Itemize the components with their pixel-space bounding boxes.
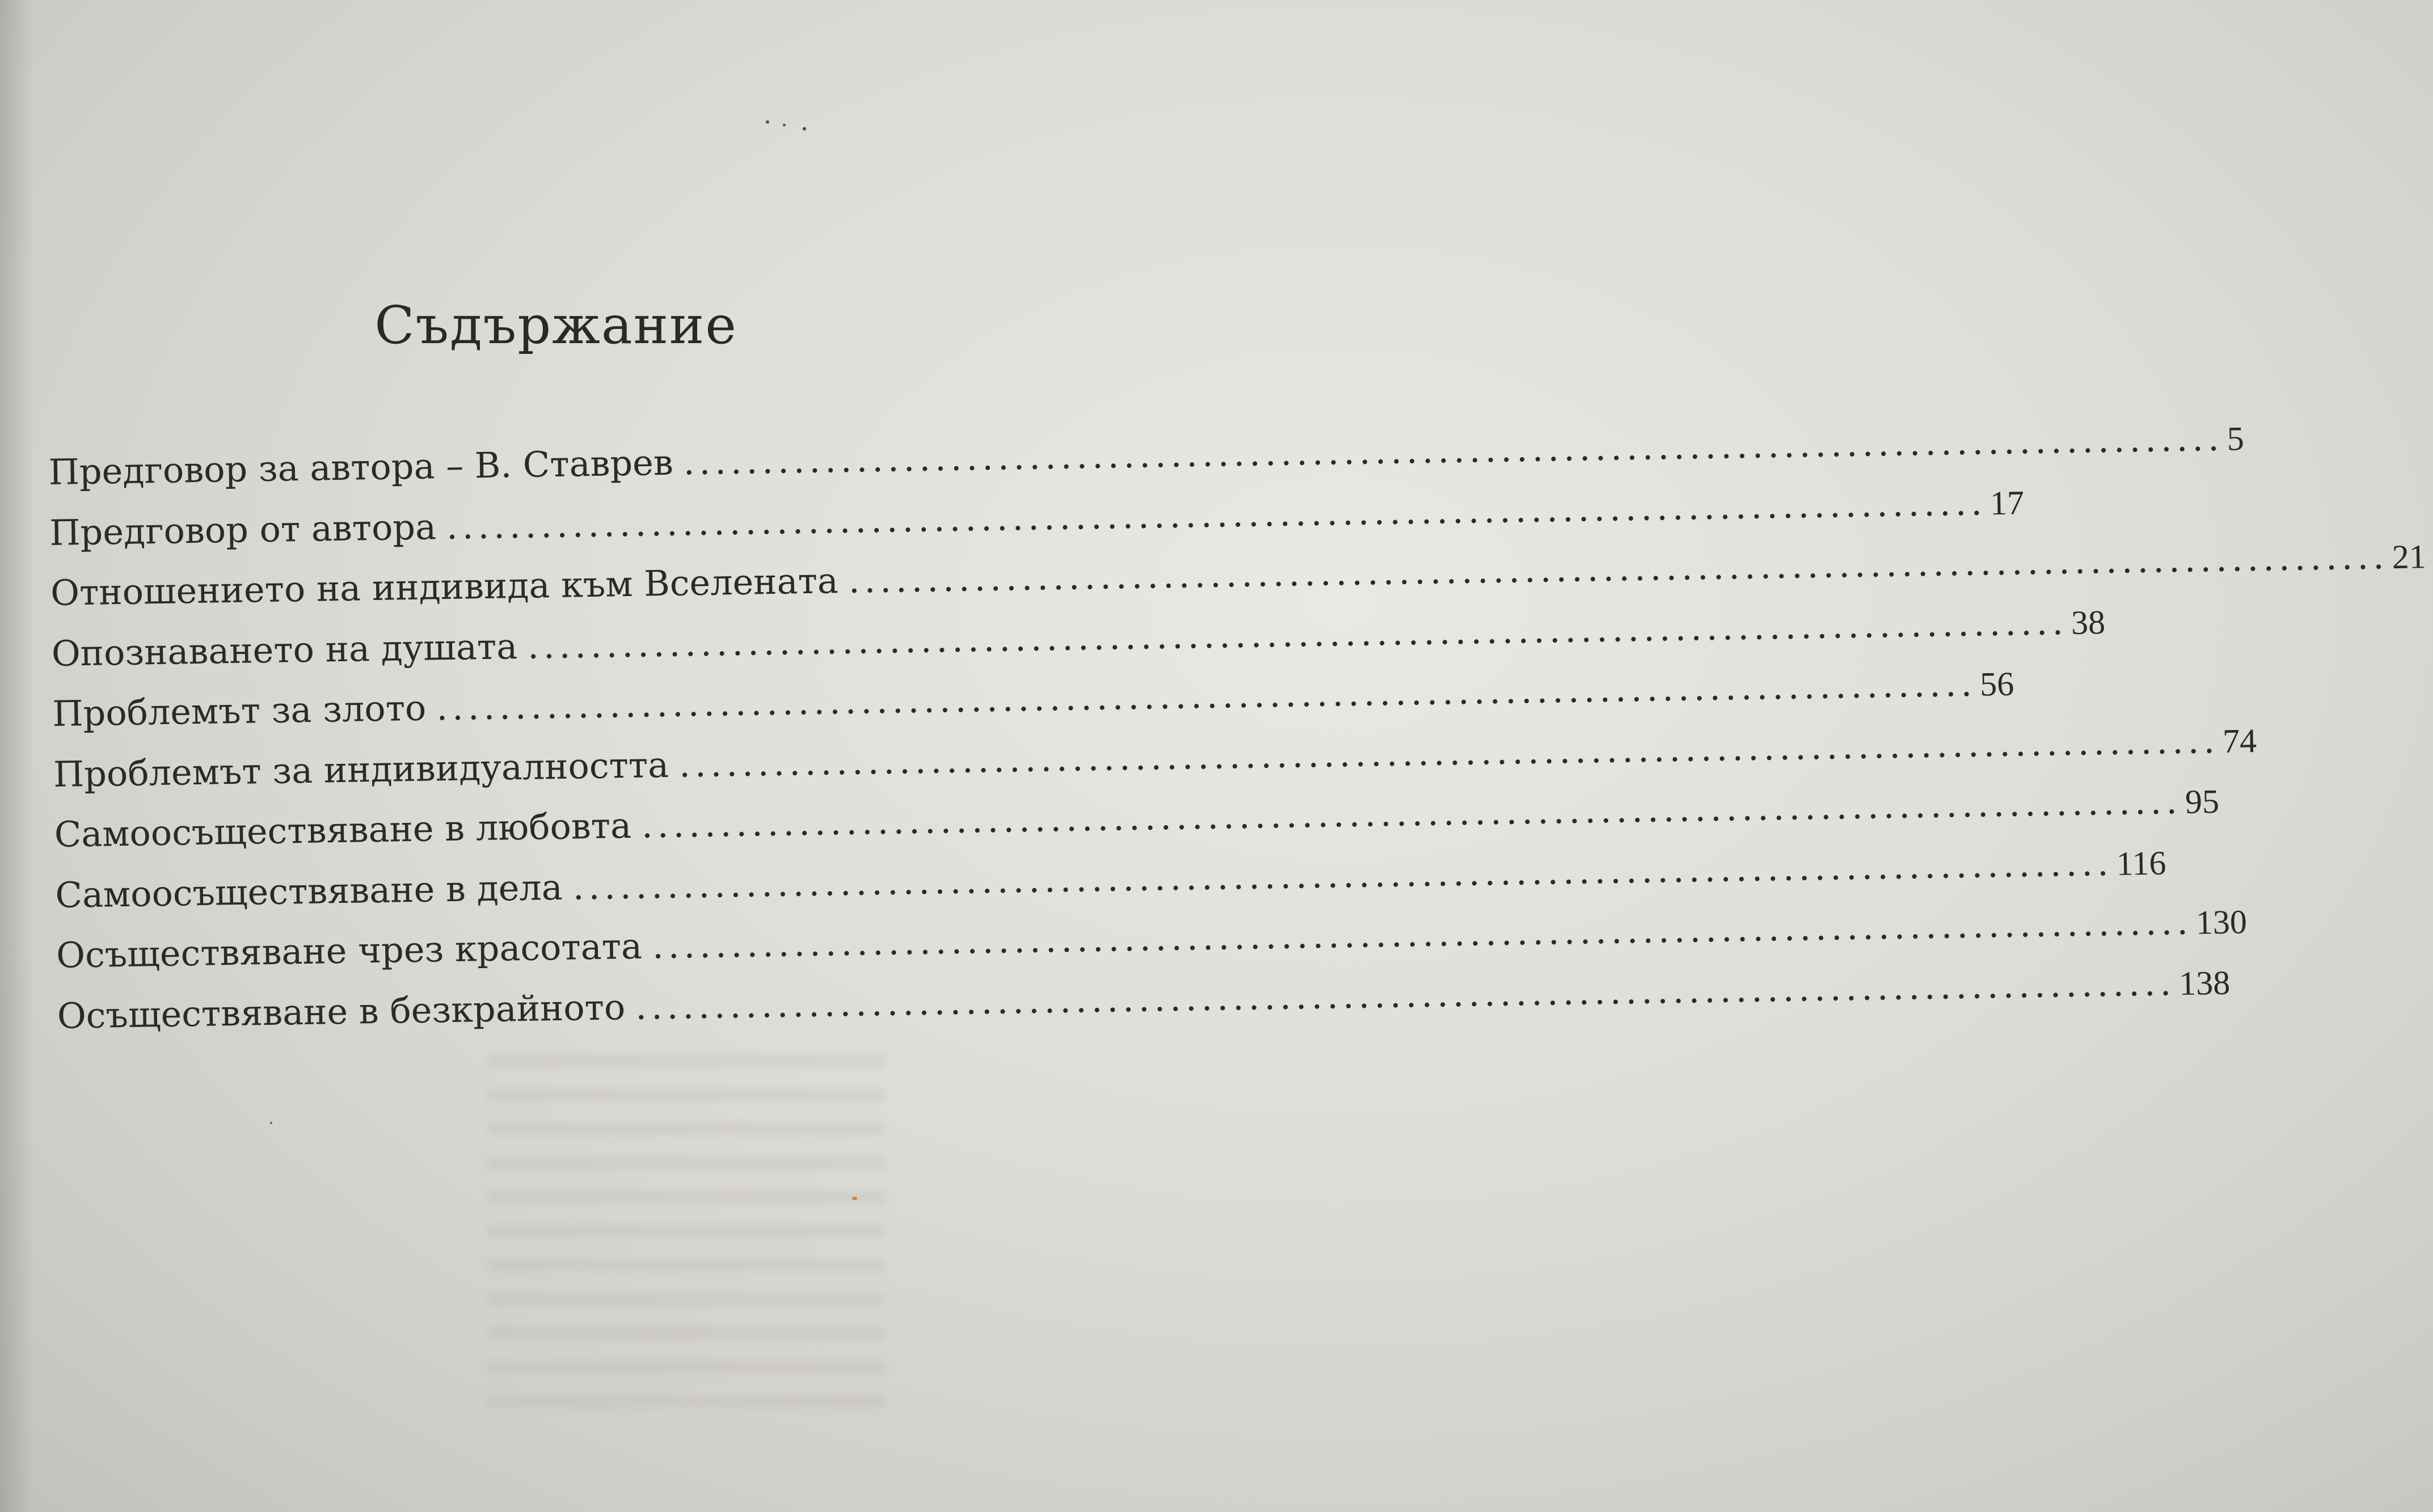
toc-leader-dots: ..................................................................................................: [436, 662, 1977, 729]
toc-leader-dots: ..................................................................................................: [635, 961, 2176, 1028]
show-through-text: [488, 1055, 885, 1429]
toc-leader-dots: ..................................................................................................: [446, 481, 1987, 547]
toc-leader-dots: ..................................................................................................: [678, 719, 2220, 785]
toc-entry-title: Проблемът за индивидуалността: [53, 744, 669, 795]
ink-speck: [270, 1122, 272, 1124]
table-of-contents: [48, 417, 2427, 1046]
toc-entry-page: 74: [2222, 721, 2257, 760]
toc-entry-page: 21: [2392, 538, 2427, 576]
toc-leader-dots: ..................................................................................................: [527, 601, 2068, 667]
toc-leader-dots: ..................................................................................................: [572, 842, 2114, 908]
toc-entry-page: 5: [2227, 420, 2245, 458]
toc-entry-title: Осъществяване чрез красотата: [56, 925, 643, 976]
toc-leader-dots: ..................................................................................................: [848, 535, 2389, 601]
toc-entry-title: Самоосъществяване в любовта: [54, 804, 632, 855]
toc-entry-title: Опознаването на душата: [51, 625, 518, 674]
toc-leader-dots: ..................................................................................................: [683, 417, 2224, 483]
toc-entry-page: 138: [2178, 964, 2230, 1002]
page-title: Съдържание: [374, 295, 737, 356]
toc-entry-page: 116: [2116, 843, 2167, 882]
toc-entry-page: 130: [2195, 903, 2248, 941]
ink-speck: [766, 120, 769, 124]
toc-entry-title: Отношението на индивида към Вселената: [50, 560, 839, 614]
ink-speck: [803, 127, 806, 130]
toc-entry-title: Осъществяване в безкрайното: [57, 986, 626, 1037]
toc-entry-page: 95: [2185, 782, 2220, 821]
toc-entry-page: 17: [1989, 483, 2025, 522]
toc-entry-page: 38: [2071, 603, 2106, 641]
ink-speck: [783, 124, 786, 126]
toc-entry-title: Самоосъществяване в дела: [54, 866, 563, 916]
toc-leader-dots: ..................................................................................................: [652, 901, 2193, 967]
toc-entry-title: Предговор от автора: [49, 505, 437, 554]
toc-entry-title: Проблемът за злото: [52, 687, 427, 734]
page-edge-shadow: [0, 0, 34, 1512]
toc-leader-dots: ..................................................................................................: [641, 780, 2182, 846]
toc-entry-title: Предговор за автора – В. Ставрев: [48, 441, 674, 493]
toc-entry-page: 56: [1979, 665, 2014, 703]
stain-speck: [852, 1197, 857, 1200]
